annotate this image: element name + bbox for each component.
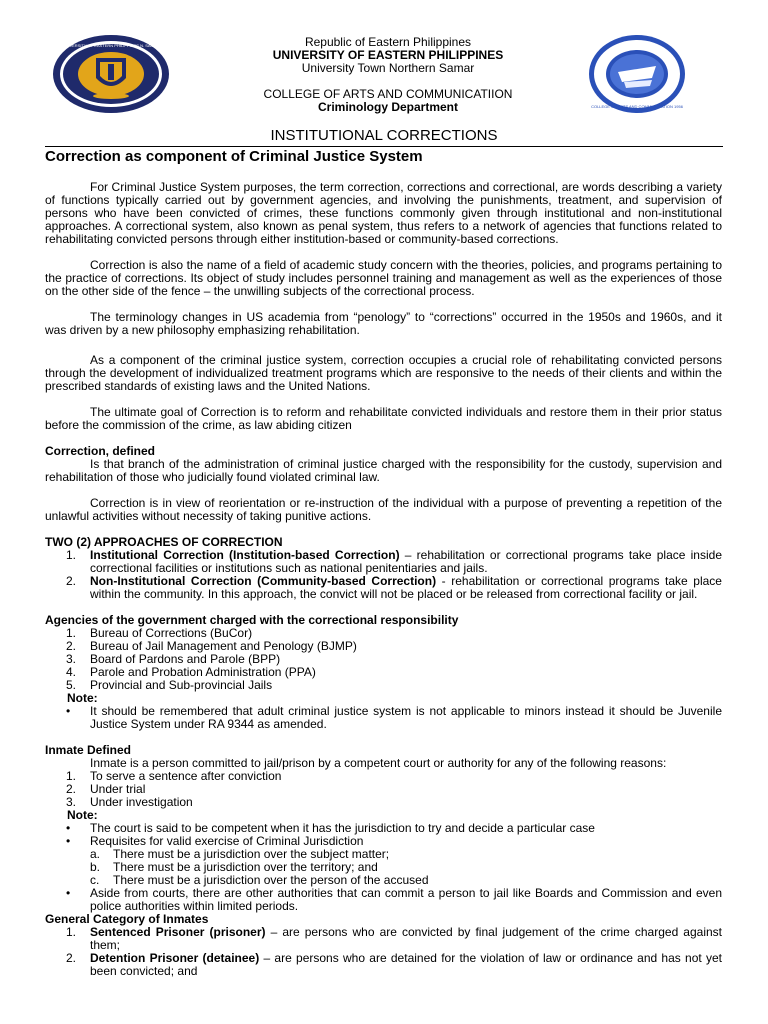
paragraph: As a component of the criminal justice system, correction occupies a crucial role of rehabilitating convicted persons through the development of individualized treatment programs which are responsive to the needs of their clients and within the prescribed standards of existing laws and the United Nations. bbox=[45, 353, 722, 393]
list-item bbox=[45, 575, 722, 601]
sub-letter: a. bbox=[90, 847, 101, 861]
bullet-icon: • bbox=[66, 704, 71, 718]
document-body bbox=[45, 181, 722, 978]
sub-letter: c. bbox=[90, 873, 100, 887]
list-number: 1. bbox=[66, 548, 77, 562]
item-text: – are persons who are convicted by final judgement of the crime charged against them; bbox=[90, 925, 723, 952]
item-text: There must be a jurisdiction over the territory; and bbox=[113, 860, 378, 874]
list-item bbox=[45, 770, 722, 783]
list-item bbox=[45, 926, 722, 952]
item-term: Institutional Correction (Institution-based Correction) bbox=[90, 548, 400, 562]
item-text: Bureau of Corrections (BuCor) bbox=[90, 626, 253, 640]
bullet-item bbox=[45, 887, 722, 913]
item-text: There must be a jurisdiction over the subject matter; bbox=[113, 847, 390, 861]
agencies-heading: Agencies of the government charged with the correctional responsibility bbox=[45, 613, 459, 627]
university-seal-logo bbox=[52, 34, 170, 114]
right-logo-ring-text: COLLEGE OF ARTS AND COMMUNICATION 1956 bbox=[591, 104, 683, 109]
list-number: 1. bbox=[66, 769, 77, 783]
section-subtitle: Correction as component of Criminal Justice System bbox=[45, 148, 423, 165]
definition-paragraph: Correction is in view of reorientation or re-instruction of the individual with a purpose of preventing a repetition of the unlawful activities without necessity of taking punitive actions. bbox=[45, 496, 722, 523]
item-text: – are persons who are detained for the violation of law or ordinance and has not yet been convicted; and bbox=[90, 951, 722, 978]
item-term: Non-Institutional Correction (Community-based Correction) bbox=[90, 574, 437, 588]
bullet-icon: • bbox=[66, 886, 71, 900]
inmate-heading: Inmate Defined bbox=[45, 743, 132, 757]
paragraph: For Criminal Justice System purposes, the term correction, corrections and correctional, are words describing a variety of functions typically carried out by government agencies, and involving the punishments, treatment, and supervision of persons who have been convicted of crimes, these functions commonly given through institutional and non-institutional approaches. A correctional system, also known as penal system, thus refers to a network of agencies that functions related to rehabilitating convicted persons through either institution-based or community-based corrections. bbox=[45, 180, 722, 246]
category-heading: General Category of Inmates bbox=[45, 912, 209, 926]
page-title: INSTITUTIONAL CORRECTIONS bbox=[270, 127, 498, 144]
list-item bbox=[45, 952, 722, 978]
paragraph: The ultimate goal of Correction is to reform and rehabilitate convicted individuals and restore them in their prior status before the commission of the crime, as law abiding citizen bbox=[45, 405, 722, 432]
list-number: 2. bbox=[66, 782, 77, 796]
list-number: 1. bbox=[66, 925, 77, 939]
approaches-heading: TWO (2) APPROACHES OF CORRECTION bbox=[45, 535, 283, 549]
header-department: Criminology Department bbox=[317, 100, 458, 114]
list-item bbox=[45, 549, 722, 575]
list-item bbox=[45, 796, 722, 809]
note-label: Note: bbox=[67, 691, 98, 705]
item-text: - rehabilitation or correctional programs take place within the community. In this approach, the convict will not be placed or be released from correctional facility or jail. bbox=[90, 574, 722, 601]
header-republic: Republic of Eastern Philippines bbox=[304, 35, 472, 49]
title-divider bbox=[45, 146, 723, 147]
paragraph: Correction is also the name of a field of academic study concern with the theories, policies, and programs pertaining to the practice of corrections. Its object of study includes personnel training and management as well as the experiences of those on the other side of the fence – the unwilling subjects of the correctional process. bbox=[45, 258, 722, 298]
bullet-item bbox=[45, 705, 722, 731]
list-number: 2. bbox=[66, 574, 77, 588]
list-number: 2. bbox=[66, 639, 77, 653]
header-location: University Town Northern Samar bbox=[301, 61, 475, 75]
item-term: Sentenced Prisoner (prisoner) bbox=[90, 925, 266, 939]
definition-paragraph: Is that branch of the administration of criminal justice charged with the responsibility for the custody, supervision and rehabilitation of those who judicially found violated criminal law. bbox=[45, 457, 722, 484]
left-logo-ring-text: UNIVERSITY OF EASTERN PHILIPPINES N. SAMAR bbox=[62, 43, 160, 48]
list-number: 3. bbox=[66, 652, 77, 666]
list-item bbox=[45, 679, 722, 692]
item-text: Parole and Probation Administration (PPA) bbox=[90, 665, 316, 679]
bullet-icon: • bbox=[66, 821, 71, 835]
item-text: Under investigation bbox=[90, 795, 193, 809]
inmate-intro: Inmate is a person committed to jail/prison by a competent court or authority for any of the following reasons: bbox=[90, 756, 667, 770]
bullet-icon: • bbox=[66, 834, 71, 848]
note-label: Note: bbox=[67, 808, 98, 822]
item-text: Bureau of Jail Management and Penology (BJMP) bbox=[90, 639, 357, 653]
item-text: Requisites for valid exercise of Criminal Jurisdiction bbox=[90, 834, 364, 848]
list-number: 5. bbox=[66, 678, 77, 692]
list-number: 1. bbox=[66, 626, 77, 640]
item-text: Under trial bbox=[90, 782, 146, 796]
item-text: The court is said to be competent when it has the jurisdiction to try and decide a particular case bbox=[90, 821, 595, 835]
list-number: 2. bbox=[66, 951, 77, 965]
item-text: Aside from courts, there are other authorities that can commit a person to jail like Boards and Commission and even police authorities within limited periods. bbox=[90, 886, 722, 913]
paragraph: The terminology changes in US academia from “penology” to “corrections” occurred in the 1950s and 1960s, and it was driven by a new philosophy emphasizing rehabilitation. bbox=[45, 310, 722, 337]
item-text: To serve a sentence after conviction bbox=[90, 769, 282, 783]
item-text: There must be a jurisdiction over the person of the accused bbox=[113, 873, 429, 887]
item-text: – rehabilitation or correctional programs take place inside correctional facilities or institutions such as national penitentiaries and jails. bbox=[90, 548, 722, 575]
item-term: Detention Prisoner (detainee) bbox=[90, 951, 260, 965]
item-text: Provincial and Sub-provincial Jails bbox=[90, 678, 273, 692]
defined-heading: Correction, defined bbox=[45, 444, 156, 458]
header-university: UNIVERSITY OF EASTERN PHILIPPINES bbox=[272, 48, 504, 62]
item-text: It should be remembered that adult criminal justice system is not applicable to minors instead it should be Juvenile Justice System under RA 9344 as amended. bbox=[90, 704, 722, 731]
item-text: Board of Pardons and Parole (BPP) bbox=[90, 652, 281, 666]
college-seal-logo bbox=[578, 34, 696, 114]
list-number: 4. bbox=[66, 665, 77, 679]
sub-letter: b. bbox=[90, 860, 101, 874]
list-number: 3. bbox=[66, 795, 77, 809]
header-college: COLLEGE OF ARTS AND COMMUNICATIION bbox=[263, 87, 513, 101]
